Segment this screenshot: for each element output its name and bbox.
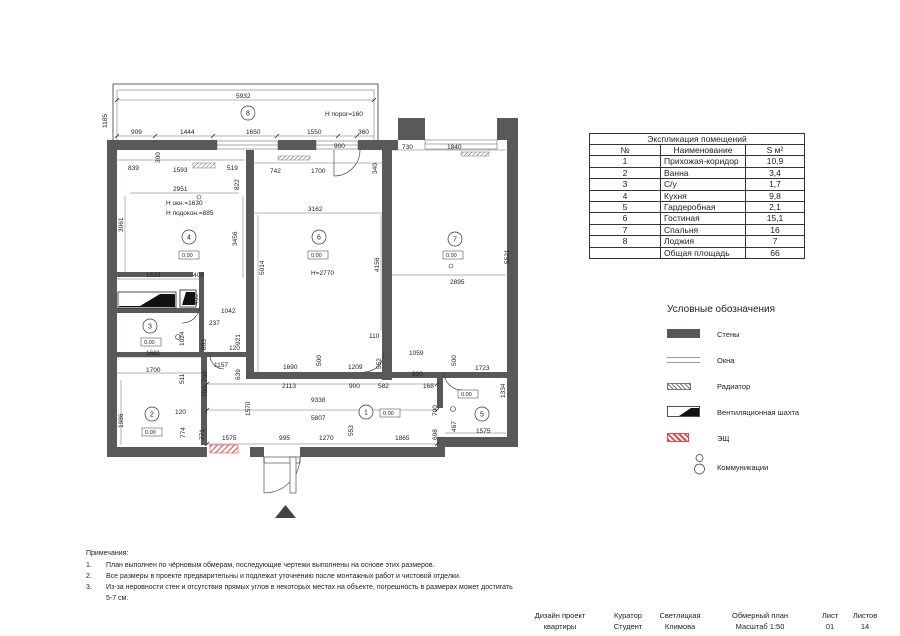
- explication-table: [589, 133, 805, 259]
- explication-title: Экспликация помещений: [589, 133, 805, 144]
- dimension-label: 730: [402, 144, 413, 151]
- dimension-label: 700: [202, 386, 209, 397]
- room-marker-1: [359, 405, 400, 419]
- dimension-label: 1270: [319, 435, 334, 442]
- svg-text:5: 5: [480, 411, 484, 419]
- room-marker-8: [241, 106, 255, 120]
- legend-title: Условные обозначения: [667, 304, 776, 315]
- title-block-sheets: [846, 610, 884, 632]
- note-text: Все размеры в проекте предварительны и подлежат уточнению после монтажных работ и чистовой отделки.: [106, 573, 461, 580]
- dimension-label: 822: [234, 179, 241, 190]
- dimension-label: 1157: [214, 362, 228, 369]
- dimension-label: 2895: [450, 279, 465, 286]
- cell: 6: [590, 213, 661, 224]
- cell: 8: [590, 236, 661, 247]
- radiator-swatch: [667, 383, 691, 390]
- table-row: [590, 213, 805, 224]
- dimension-label: 774: [180, 427, 187, 438]
- cell: 15,1: [746, 213, 805, 224]
- dimension-label: 1690: [283, 364, 298, 371]
- room-marker-6: [308, 230, 328, 259]
- table-row: [590, 167, 805, 178]
- dimension-label: 1633: [146, 272, 161, 279]
- notes-header: Примечания:: [86, 550, 129, 557]
- electric-panel: [210, 445, 238, 453]
- title-block-project: [530, 610, 590, 632]
- dimension-label: 110: [369, 333, 380, 340]
- table-row: [590, 236, 805, 247]
- dimension-label: 120: [229, 345, 240, 352]
- cell: 5: [590, 202, 661, 213]
- legend-item-utilities: [667, 459, 867, 481]
- dimension-label: 2951: [173, 186, 188, 193]
- dimension-label: 5014: [259, 260, 266, 275]
- legend-label: Вентиляционная шахта: [717, 408, 800, 417]
- cell: Кухня: [661, 190, 746, 201]
- dimension-label: 900: [412, 371, 423, 378]
- dimension-label: 1986: [118, 413, 125, 428]
- col-area: S м²: [746, 145, 805, 156]
- legend-label: ЭЩ: [717, 434, 730, 443]
- dimension-label: 1042: [221, 308, 236, 315]
- legend-item-walls: [667, 329, 867, 355]
- cell: С/у: [661, 179, 746, 190]
- svg-text:H окн.=1630: H окн.=1630: [166, 200, 203, 207]
- utilities-symbol: [176, 195, 456, 412]
- svg-text:7: 7: [453, 236, 457, 244]
- dimension-label: 995: [279, 435, 290, 442]
- dimension-label: 1650: [246, 129, 261, 136]
- dimension-label: 552: [376, 358, 383, 369]
- svg-text:0.00: 0.00: [145, 430, 156, 436]
- notes: [86, 548, 516, 604]
- legend-label: Радиатор: [717, 382, 751, 391]
- person-name: Климова: [664, 622, 696, 631]
- title-block-sheet-title: [728, 610, 792, 632]
- sheet-number: 01: [825, 622, 835, 631]
- person-name: Светлицкая: [659, 611, 701, 620]
- vent-shaft: [118, 290, 196, 308]
- role-label: Студент: [613, 622, 643, 631]
- cell: 9,8: [746, 190, 805, 201]
- cell: [590, 247, 661, 258]
- wall-swatch: [667, 329, 700, 338]
- dimension-label: 400: [193, 294, 200, 305]
- cell: 4: [590, 190, 661, 201]
- dimension-label: 511: [179, 373, 186, 384]
- cell: 2,1: [746, 202, 805, 213]
- dimension-label: 340: [372, 163, 379, 174]
- dimension-label: 1681: [146, 350, 161, 357]
- dimension-label: 1723: [475, 365, 490, 372]
- col-name: Наименование: [661, 145, 746, 156]
- svg-text:4: 4: [187, 234, 191, 242]
- cell: Гостиная: [661, 213, 746, 224]
- dimension-label: 1865: [395, 435, 410, 442]
- cell: Лоджия: [661, 236, 746, 247]
- title-block-roles: [608, 610, 648, 632]
- note-number: 2.: [86, 573, 92, 580]
- cell: Гардеробная: [661, 202, 746, 213]
- dimension-label: 1059: [409, 350, 424, 357]
- dimension-label: 1550: [307, 129, 322, 136]
- table-row: [590, 156, 805, 167]
- dimension-label: 4156: [374, 257, 381, 272]
- svg-text:H порог=160: H порог=160: [325, 111, 363, 118]
- svg-text:0.00: 0.00: [144, 340, 155, 346]
- dimension-label: 300: [155, 152, 162, 163]
- electric-panel-swatch: [667, 433, 689, 442]
- dimension-label: 582: [378, 383, 389, 390]
- cell: Спальня: [661, 224, 746, 235]
- svg-text:H подокон.=885: H подокон.=885: [166, 210, 214, 217]
- dimension-label: 409: [193, 272, 204, 279]
- cell: 1: [590, 156, 661, 167]
- sheets-count: 14: [860, 622, 870, 631]
- legend-item-windows: [667, 355, 867, 381]
- dimension-label: 5807: [311, 415, 326, 422]
- sheets-label: Листов: [852, 611, 878, 620]
- total-value: 66: [746, 247, 805, 258]
- dimension-label: 553: [348, 425, 355, 436]
- cell: 16: [746, 224, 805, 235]
- svg-text:0.00: 0.00: [461, 392, 472, 398]
- dimension-label: 1209: [348, 364, 363, 371]
- dimension-label: 921: [235, 334, 242, 345]
- cell: 1,7: [746, 179, 805, 190]
- project-label: Дизайн проект: [534, 611, 586, 620]
- note-number: 1.: [86, 562, 92, 569]
- dimension-label: 900: [334, 143, 345, 150]
- note-item: [86, 582, 516, 604]
- legend-label: Окна: [717, 356, 735, 365]
- dimension-label: 120: [175, 409, 186, 416]
- cell: Прихожая-коридор: [661, 156, 746, 167]
- dimension-label: 700: [432, 405, 439, 416]
- dimension-label: 909: [131, 129, 142, 136]
- table-row: [590, 190, 805, 201]
- dimension-label: 1334: [500, 383, 507, 398]
- table-row: [590, 179, 805, 190]
- dimension-label: 1185: [102, 114, 109, 128]
- dimension-label: 519: [227, 165, 238, 172]
- legend-item-radiator: [667, 381, 867, 407]
- cell: 3: [590, 179, 661, 190]
- dimension-label: 839: [128, 165, 139, 172]
- table-header-row: [590, 145, 805, 156]
- svg-text:2: 2: [150, 411, 154, 419]
- dimension-label: 3162: [308, 206, 323, 213]
- room-marker-7: [443, 232, 463, 259]
- table-row: [590, 202, 805, 213]
- dimension-label: 1024: [179, 331, 186, 346]
- dimension-label: 5932: [236, 93, 251, 100]
- dimension-label: 467: [451, 421, 458, 432]
- note-item: [86, 571, 516, 582]
- dimension-label: 360: [358, 129, 369, 136]
- role-label: Куратор: [614, 611, 642, 620]
- note-text: План выполнен по чёрновым обмерам, последующие чертежи выполнены на основе этих размеров.: [106, 562, 435, 569]
- dimension-label: 1840: [447, 144, 462, 151]
- legend-label: Коммуникации: [717, 463, 769, 472]
- dimension-label: 708: [202, 371, 209, 382]
- window-swatch: [667, 357, 700, 363]
- dimension-label: 5521: [504, 249, 511, 264]
- svg-text:0.00: 0.00: [383, 411, 394, 417]
- sheet-label: Лист: [821, 611, 839, 620]
- dimension-label: 168: [423, 383, 434, 390]
- dimension-label: 742: [270, 168, 281, 175]
- svg-text:3: 3: [148, 323, 152, 331]
- col-number: №: [590, 145, 661, 156]
- note-item: [86, 560, 516, 571]
- scale: Масштаб 1:50: [735, 622, 785, 631]
- svg-text:6: 6: [317, 234, 321, 242]
- svg-text:0.00: 0.00: [446, 253, 457, 259]
- dimension-label: 1593: [173, 167, 188, 174]
- room-marker-2: [142, 407, 162, 436]
- dimension-label: 9338: [311, 397, 326, 404]
- room-marker-4: [179, 230, 199, 259]
- cell: 7: [746, 236, 805, 247]
- dimension-label: 1700: [311, 168, 326, 175]
- dimension-label: 771: [199, 429, 206, 440]
- dimension-label: 1575: [222, 435, 237, 442]
- dimension-label: 3061: [118, 217, 125, 232]
- legend-item-vent-shaft: [667, 407, 867, 433]
- dimension-label: 1444: [180, 129, 195, 136]
- title-block-sheet: [815, 610, 845, 632]
- table-row: [590, 224, 805, 235]
- cell: 10,9: [746, 156, 805, 167]
- dimension-label: 3456: [232, 231, 239, 246]
- svg-text:0.00: 0.00: [182, 253, 193, 259]
- cell: Ванна: [661, 167, 746, 178]
- dimension-label: 803: [201, 339, 208, 350]
- svg-text:H=2770: H=2770: [311, 270, 334, 277]
- dimension-label: 639: [235, 369, 242, 380]
- total-label: Общая площадь: [661, 247, 746, 258]
- dimension-label: 1700: [146, 367, 161, 374]
- cell: 2: [590, 167, 661, 178]
- sheet-title: Обмерный план: [731, 611, 789, 620]
- dimension-label: 500: [451, 355, 458, 366]
- legend-label: Стены: [717, 330, 740, 339]
- cell: 3,4: [746, 167, 805, 178]
- cell: 7: [590, 224, 661, 235]
- vent-shaft-swatch: [667, 406, 700, 417]
- dimension-label: 500: [316, 355, 323, 366]
- dimension-label: 1570: [245, 401, 252, 416]
- dimension-label: 900: [349, 383, 360, 390]
- svg-text:0.00: 0.00: [311, 253, 322, 259]
- svg-text:8: 8: [246, 110, 250, 118]
- legend: [667, 304, 867, 481]
- utilities-swatch: [683, 453, 716, 477]
- room-marker-5: [458, 390, 489, 421]
- dimension-label: 1575: [476, 428, 491, 435]
- table-total-row: [590, 247, 805, 258]
- dimension-label: 2113: [282, 383, 296, 390]
- dimension-label: 237: [209, 320, 220, 327]
- entrance-arrow: [275, 505, 296, 518]
- note-number: 3.: [86, 584, 92, 591]
- title-block-names: [652, 610, 708, 632]
- room-marker-3: [141, 319, 161, 346]
- note-text: Из-за неровности стен и отсутствия прямых углов в некоторых местах на объекте, погрешность в размерах может достигать 5-7 см.: [106, 584, 513, 602]
- project-label: квартиры: [543, 622, 577, 631]
- dimension-label: 698: [432, 429, 439, 440]
- svg-text:1: 1: [364, 409, 368, 417]
